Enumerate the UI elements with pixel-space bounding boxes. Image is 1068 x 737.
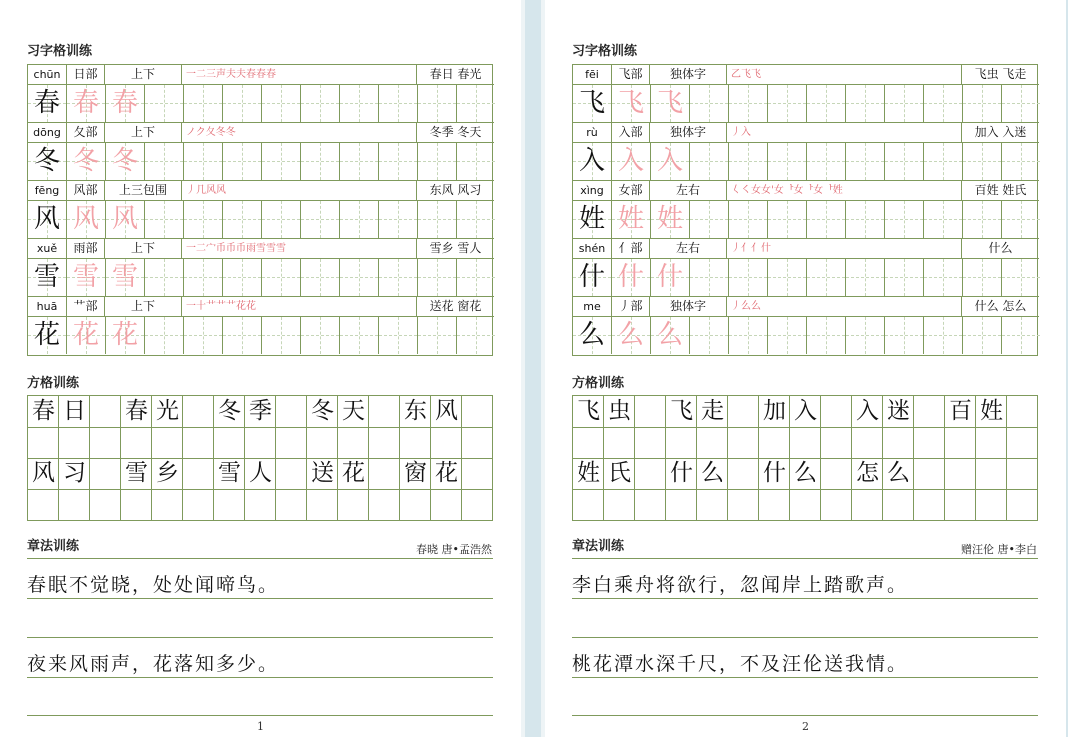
example-words: 东风 风习 xyxy=(429,183,482,197)
tian-grid-cell[interactable] xyxy=(67,317,106,354)
trace-character: 雪 xyxy=(72,262,99,292)
model-character: 入 xyxy=(578,146,605,176)
tian-grid-cell[interactable] xyxy=(418,259,457,296)
tian-grid-cell[interactable] xyxy=(301,317,340,354)
tian-grid-cell[interactable] xyxy=(807,85,846,122)
square-grid-character: 么 xyxy=(887,460,910,486)
structure-label: 独体字 xyxy=(650,297,727,316)
tian-grid-cell[interactable] xyxy=(729,317,768,354)
radical-label: 风部 xyxy=(67,181,105,200)
structure-label: 独体字 xyxy=(650,65,727,84)
tian-grid-cell[interactable] xyxy=(651,201,690,238)
model-character: 花 xyxy=(33,320,60,350)
tian-grid-cell[interactable] xyxy=(223,259,262,296)
example-words: 百姓 姓氏 xyxy=(974,183,1027,197)
example-words: 什么 怎么 xyxy=(974,299,1027,313)
character-practice-grid xyxy=(27,64,493,356)
tian-grid-cell[interactable] xyxy=(262,201,301,238)
tian-grid-cell[interactable] xyxy=(846,201,885,238)
radical-label: 入部 xyxy=(612,123,650,142)
trace-character: 风 xyxy=(111,204,138,234)
tian-grid-cell[interactable] xyxy=(573,85,612,122)
tian-grid-cell[interactable] xyxy=(145,259,184,296)
tian-grid-cell[interactable] xyxy=(573,317,612,354)
tian-grid-cell[interactable] xyxy=(651,143,690,180)
square-grid-rule xyxy=(573,427,1037,428)
tian-grid-cell[interactable] xyxy=(418,143,457,180)
tian-grid-cell[interactable] xyxy=(846,143,885,180)
tian-grid-cell[interactable] xyxy=(729,259,768,296)
stroke-order: 乙飞飞 xyxy=(727,65,962,84)
trace-character: 什 xyxy=(617,262,644,292)
writing-rule-line xyxy=(27,715,493,716)
model-character: 姓 xyxy=(578,204,605,234)
tian-grid-cell[interactable] xyxy=(262,143,301,180)
tian-grid-cell[interactable] xyxy=(573,201,612,238)
structure-label: 上下 xyxy=(105,65,182,84)
char-info-row xyxy=(573,297,1039,317)
tian-grid-cell[interactable] xyxy=(184,259,223,296)
tian-grid-row xyxy=(28,143,494,181)
writing-rule-line xyxy=(572,598,1038,599)
tian-grid-cell[interactable] xyxy=(1002,201,1039,238)
trace-character: 冬 xyxy=(72,146,99,176)
tian-grid-row xyxy=(28,317,494,355)
trace-character: 入 xyxy=(656,146,683,176)
pinyin-label: chūn xyxy=(28,65,67,84)
tian-grid-cell[interactable] xyxy=(340,201,379,238)
tian-grid-cell[interactable] xyxy=(340,143,379,180)
char-info-row xyxy=(28,297,494,317)
pinyin-label: xìng xyxy=(573,181,612,200)
tian-grid-cell[interactable] xyxy=(184,201,223,238)
tian-grid-row xyxy=(573,201,1039,239)
tian-grid-cell[interactable] xyxy=(184,317,223,354)
tian-grid-cell[interactable] xyxy=(963,317,1002,354)
tian-grid-cell[interactable] xyxy=(28,143,67,180)
square-grid-character: 么 xyxy=(794,460,817,486)
tian-grid-cell[interactable] xyxy=(963,85,1002,122)
tian-grid-cell[interactable] xyxy=(418,201,457,238)
trace-character: 么 xyxy=(617,320,644,350)
char-info-row xyxy=(573,65,1039,85)
pinyin-label: shén xyxy=(573,239,612,258)
structure-label: 独体字 xyxy=(650,123,727,142)
square-grid-character: 花 xyxy=(342,460,365,486)
tian-grid-cell[interactable] xyxy=(379,85,418,122)
square-grid-character: 乡 xyxy=(156,460,179,486)
square-grid-character xyxy=(976,458,1007,489)
writing-rule-line xyxy=(27,598,493,599)
square-grid-character: 春 xyxy=(125,398,148,424)
tian-grid-cell[interactable] xyxy=(612,201,651,238)
tian-grid-cell[interactable] xyxy=(145,317,184,354)
tian-grid-cell[interactable] xyxy=(885,85,924,122)
tian-grid-cell[interactable] xyxy=(457,317,494,354)
char-info-row xyxy=(28,123,494,143)
tian-grid-cell[interactable] xyxy=(612,143,651,180)
writing-rule-line xyxy=(27,558,493,559)
tian-grid-row xyxy=(573,259,1039,297)
stroke-order: 丿入 xyxy=(727,123,962,142)
page-gutter-left xyxy=(521,0,525,737)
example-words: 冬季 冬天 xyxy=(429,125,482,139)
tian-grid-cell[interactable] xyxy=(885,143,924,180)
pinyin-label: me xyxy=(573,297,612,316)
pinyin-label: xuě xyxy=(28,239,67,258)
tian-grid-cell[interactable] xyxy=(690,259,729,296)
square-grid-character: 飞 xyxy=(670,398,693,424)
structure-label: 上三包围 xyxy=(105,181,182,200)
square-grid-character: 走 xyxy=(701,398,724,424)
tian-grid-cell[interactable] xyxy=(28,201,67,238)
tian-grid-cell[interactable] xyxy=(145,201,184,238)
tian-grid-cell[interactable] xyxy=(768,85,807,122)
poem-line: 夜来风雨声，花落知多少。 xyxy=(27,653,280,675)
tian-grid-cell[interactable] xyxy=(807,143,846,180)
tian-grid-cell[interactable] xyxy=(651,259,690,296)
square-grid-character: 窗 xyxy=(404,460,427,486)
tian-grid-cell[interactable] xyxy=(379,201,418,238)
tian-grid-cell[interactable] xyxy=(846,85,885,122)
tian-grid-cell[interactable] xyxy=(28,259,67,296)
stroke-order: ノク夂冬冬 xyxy=(182,123,417,142)
tian-grid-cell[interactable] xyxy=(457,143,494,180)
tian-grid-cell[interactable] xyxy=(690,201,729,238)
tian-grid-cell[interactable] xyxy=(963,201,1002,238)
stroke-order: 丿么么 xyxy=(727,297,962,316)
tian-grid-cell[interactable] xyxy=(768,201,807,238)
trace-character: 飞 xyxy=(656,88,683,118)
page-number: 2 xyxy=(802,720,809,733)
tian-grid-row xyxy=(28,201,494,239)
tian-grid-cell[interactable] xyxy=(67,201,106,238)
model-character: 飞 xyxy=(578,88,605,118)
tian-grid-cell[interactable] xyxy=(262,85,301,122)
tian-grid-cell[interactable] xyxy=(612,317,651,354)
square-grid-character: 什 xyxy=(763,460,786,486)
square-grid-character: 冬 xyxy=(218,398,241,424)
model-character: 什 xyxy=(578,262,605,292)
writing-rule-line xyxy=(572,637,1038,638)
square-grid-rule xyxy=(28,427,492,428)
tian-grid-cell[interactable] xyxy=(301,201,340,238)
tian-grid-cell[interactable] xyxy=(457,201,494,238)
stroke-order: 一二三声夫夫春春春 xyxy=(182,65,417,84)
example-words: 春日 春光 xyxy=(429,67,482,81)
radical-label: 雨部 xyxy=(67,239,105,258)
square-grid-character: 飞 xyxy=(577,398,600,424)
tian-grid-cell[interactable] xyxy=(223,201,262,238)
char-info-row xyxy=(573,239,1039,259)
tian-grid-cell[interactable] xyxy=(729,201,768,238)
square-grid-character: 怎 xyxy=(856,460,879,486)
square-grid-rule xyxy=(28,489,492,490)
tian-grid-cell[interactable] xyxy=(457,85,494,122)
model-character: 雪 xyxy=(33,262,60,292)
pinyin-label: rù xyxy=(573,123,612,142)
square-grid xyxy=(572,395,1038,521)
square-grid-character: 风 xyxy=(435,398,458,424)
tian-grid-cell[interactable] xyxy=(846,317,885,354)
tian-grid-cell[interactable] xyxy=(885,201,924,238)
section-title-xizi: 习字格训练 xyxy=(27,44,93,59)
tian-grid-cell[interactable] xyxy=(963,259,1002,296)
tian-grid-cell[interactable] xyxy=(28,317,67,354)
char-info-row xyxy=(28,65,494,85)
square-grid-character: 姓 xyxy=(980,398,1003,424)
example-words: 什么 xyxy=(988,241,1013,255)
section-title-zhang: 章法训练 xyxy=(572,539,625,554)
tian-grid-row xyxy=(573,85,1039,123)
pinyin-label: fēi xyxy=(573,65,612,84)
trace-character: 春 xyxy=(72,88,99,118)
poem-line: 桃花潭水深千尺，不及汪伦送我情。 xyxy=(572,653,909,675)
tian-grid-cell[interactable] xyxy=(184,143,223,180)
structure-label: 上下 xyxy=(105,123,182,142)
tian-grid-cell[interactable] xyxy=(379,259,418,296)
model-character: 冬 xyxy=(33,146,60,176)
example-words: 雪乡 雪人 xyxy=(429,241,482,255)
square-grid-character: 雪 xyxy=(218,460,241,486)
stroke-order: 丿几风风 xyxy=(182,181,417,200)
trace-character: 花 xyxy=(72,320,99,350)
tian-grid-cell[interactable] xyxy=(418,85,457,122)
square-grid-rule xyxy=(573,489,1037,490)
square-grid-character: 东 xyxy=(404,398,427,424)
tian-grid-cell[interactable] xyxy=(106,259,145,296)
radical-label: 夂部 xyxy=(67,123,105,142)
radical-label: 亻部 xyxy=(612,239,650,258)
tian-grid-cell[interactable] xyxy=(612,85,651,122)
square-grid-character xyxy=(945,458,976,489)
tian-grid-cell[interactable] xyxy=(301,259,340,296)
poem-attribution: 赠汪伦 唐•李白 xyxy=(961,543,1037,556)
tian-grid-cell[interactable] xyxy=(885,259,924,296)
tian-grid-cell[interactable] xyxy=(924,143,963,180)
stroke-order: 丿亻亻什 xyxy=(727,239,962,258)
trace-character: 姓 xyxy=(656,204,683,234)
tian-grid-cell[interactable] xyxy=(340,259,379,296)
square-grid-character: 送 xyxy=(311,460,334,486)
square-grid-character: 花 xyxy=(435,460,458,486)
stroke-order: 𡿨㇛女女'女ᅡ女ᅡ女ᅡ姓 xyxy=(727,181,962,200)
tian-grid-cell[interactable] xyxy=(729,143,768,180)
tian-grid-cell[interactable] xyxy=(301,85,340,122)
tian-grid-cell[interactable] xyxy=(846,259,885,296)
page-2 xyxy=(545,0,1066,737)
tian-grid-cell[interactable] xyxy=(67,143,106,180)
tian-grid-cell[interactable] xyxy=(145,85,184,122)
square-grid-character: 光 xyxy=(156,398,179,424)
radical-label: 日部 xyxy=(67,65,105,84)
example-words: 加入 入迷 xyxy=(974,125,1027,139)
writing-rule-line xyxy=(572,558,1038,559)
tian-grid-cell[interactable] xyxy=(924,201,963,238)
trace-character: 雪 xyxy=(111,262,138,292)
pinyin-label: fēng xyxy=(28,181,67,200)
writing-rule-line xyxy=(27,677,493,678)
square-grid-character: 雪 xyxy=(125,460,148,486)
trace-character: 风 xyxy=(72,204,99,234)
square-grid-character: 虫 xyxy=(608,398,631,424)
tian-grid-cell[interactable] xyxy=(418,317,457,354)
square-grid xyxy=(27,395,493,521)
tian-grid-cell[interactable] xyxy=(106,317,145,354)
square-grid-character: 人 xyxy=(249,460,272,486)
tian-grid-cell[interactable] xyxy=(106,85,145,122)
tian-grid-cell[interactable] xyxy=(67,85,106,122)
tian-grid-cell[interactable] xyxy=(690,317,729,354)
tian-grid-cell[interactable] xyxy=(690,85,729,122)
poem-line: 李白乘舟将欲行，忽闻岸上踏歌声。 xyxy=(572,574,909,596)
example-words: 飞虫 飞走 xyxy=(974,67,1027,81)
tian-grid-cell[interactable] xyxy=(262,259,301,296)
tian-grid-cell[interactable] xyxy=(924,317,963,354)
character-practice-grid xyxy=(572,64,1038,356)
poem-attribution: 春晓 唐•孟浩然 xyxy=(416,543,492,556)
writing-rule-line xyxy=(27,637,493,638)
writing-rule-line xyxy=(572,677,1038,678)
pinyin-label: dōng xyxy=(28,123,67,142)
stroke-order: 一十艹艹艹花花 xyxy=(182,297,417,316)
tian-grid-row xyxy=(28,85,494,123)
section-title-xizi: 习字格训练 xyxy=(572,44,638,59)
tian-grid-cell[interactable] xyxy=(223,143,262,180)
tian-grid-cell[interactable] xyxy=(963,143,1002,180)
tian-grid-cell[interactable] xyxy=(457,259,494,296)
model-character: 风 xyxy=(33,204,60,234)
tian-grid-cell[interactable] xyxy=(379,143,418,180)
tian-grid-cell[interactable] xyxy=(924,85,963,122)
trace-character: 冬 xyxy=(111,146,138,176)
square-grid-character: 么 xyxy=(701,460,724,486)
tian-grid-cell[interactable] xyxy=(1002,143,1039,180)
square-grid-character: 季 xyxy=(249,398,272,424)
stroke-order: 一二宀币币币雨雪雪雪 xyxy=(182,239,417,258)
radical-label: 飞部 xyxy=(612,65,650,84)
tian-grid-cell[interactable] xyxy=(768,259,807,296)
tian-grid-cell[interactable] xyxy=(340,317,379,354)
tian-grid-cell[interactable] xyxy=(729,85,768,122)
trace-character: 什 xyxy=(656,262,683,292)
page-number: 1 xyxy=(257,720,264,733)
example-words: 送花 窗花 xyxy=(429,299,482,313)
trace-character: 姓 xyxy=(617,204,644,234)
structure-label: 左右 xyxy=(650,239,727,258)
tian-grid-cell[interactable] xyxy=(690,143,729,180)
tian-grid-cell[interactable] xyxy=(807,259,846,296)
tian-grid-row xyxy=(573,143,1039,181)
trace-character: 入 xyxy=(617,146,644,176)
square-grid-character: 姓 xyxy=(577,460,600,486)
tian-grid-cell[interactable] xyxy=(768,143,807,180)
tian-grid-cell[interactable] xyxy=(340,85,379,122)
square-grid-character: 氏 xyxy=(608,460,631,486)
radical-label: 丿部 xyxy=(612,297,650,316)
tian-grid-row xyxy=(28,259,494,297)
structure-label: 上下 xyxy=(105,297,182,316)
tian-grid-cell[interactable] xyxy=(223,85,262,122)
structure-label: 上下 xyxy=(105,239,182,258)
radical-label: 女部 xyxy=(612,181,650,200)
char-info-row xyxy=(28,239,494,259)
tian-grid-cell[interactable] xyxy=(67,259,106,296)
trace-character: 飞 xyxy=(617,88,644,118)
square-grid-character: 天 xyxy=(342,398,365,424)
tian-grid-cell[interactable] xyxy=(651,317,690,354)
section-title-zhang: 章法训练 xyxy=(27,539,80,554)
pinyin-label: huā xyxy=(28,297,67,316)
trace-character: 春 xyxy=(111,88,138,118)
tian-grid-cell[interactable] xyxy=(262,317,301,354)
tian-grid-cell[interactable] xyxy=(573,143,612,180)
trace-character: 花 xyxy=(111,320,138,350)
tian-grid-cell[interactable] xyxy=(807,201,846,238)
square-grid-character: 习 xyxy=(63,460,86,486)
tian-grid-cell[interactable] xyxy=(885,317,924,354)
tian-grid-cell[interactable] xyxy=(651,85,690,122)
square-grid-character: 入 xyxy=(794,398,817,424)
tian-grid-cell[interactable] xyxy=(807,317,846,354)
char-info-row xyxy=(573,181,1039,201)
square-grid-character: 日 xyxy=(63,398,86,424)
square-grid-character: 迷 xyxy=(887,398,910,424)
tian-grid-cell[interactable] xyxy=(1002,317,1039,354)
tian-grid-cell[interactable] xyxy=(768,317,807,354)
square-grid-character: 什 xyxy=(670,460,693,486)
section-title-fang: 方格训练 xyxy=(27,376,80,391)
model-character: 春 xyxy=(33,88,60,118)
tian-grid-cell[interactable] xyxy=(924,259,963,296)
structure-label: 左右 xyxy=(650,181,727,200)
square-grid-character: 春 xyxy=(32,398,55,424)
tian-grid-cell[interactable] xyxy=(1002,259,1039,296)
char-info-row xyxy=(573,123,1039,143)
section-title-fang: 方格训练 xyxy=(572,376,625,391)
tian-grid-cell[interactable] xyxy=(106,143,145,180)
square-grid-character: 百 xyxy=(949,398,972,424)
square-grid-character: 冬 xyxy=(311,398,334,424)
tian-grid-cell[interactable] xyxy=(301,143,340,180)
writing-rule-line xyxy=(572,715,1038,716)
square-grid-character: 风 xyxy=(32,460,55,486)
page-1 xyxy=(0,0,521,737)
square-grid-character: 入 xyxy=(856,398,879,424)
tian-grid-cell[interactable] xyxy=(184,85,223,122)
tian-grid-cell[interactable] xyxy=(379,317,418,354)
square-grid-character: 加 xyxy=(763,398,786,424)
tian-grid-cell[interactable] xyxy=(28,85,67,122)
char-info-row xyxy=(28,181,494,201)
tian-grid-cell[interactable] xyxy=(145,143,184,180)
tian-grid-cell[interactable] xyxy=(612,259,651,296)
trace-character: 么 xyxy=(656,320,683,350)
radical-label: 艹部 xyxy=(67,297,105,316)
model-character: 么 xyxy=(578,320,605,350)
tian-grid-cell[interactable] xyxy=(106,201,145,238)
tian-grid-cell[interactable] xyxy=(223,317,262,354)
poem-line: 春眠不觉晓，处处闻啼鸟。 xyxy=(27,574,280,596)
tian-grid-cell[interactable] xyxy=(1002,85,1039,122)
tian-grid-cell[interactable] xyxy=(573,259,612,296)
tian-grid-row xyxy=(573,317,1039,355)
